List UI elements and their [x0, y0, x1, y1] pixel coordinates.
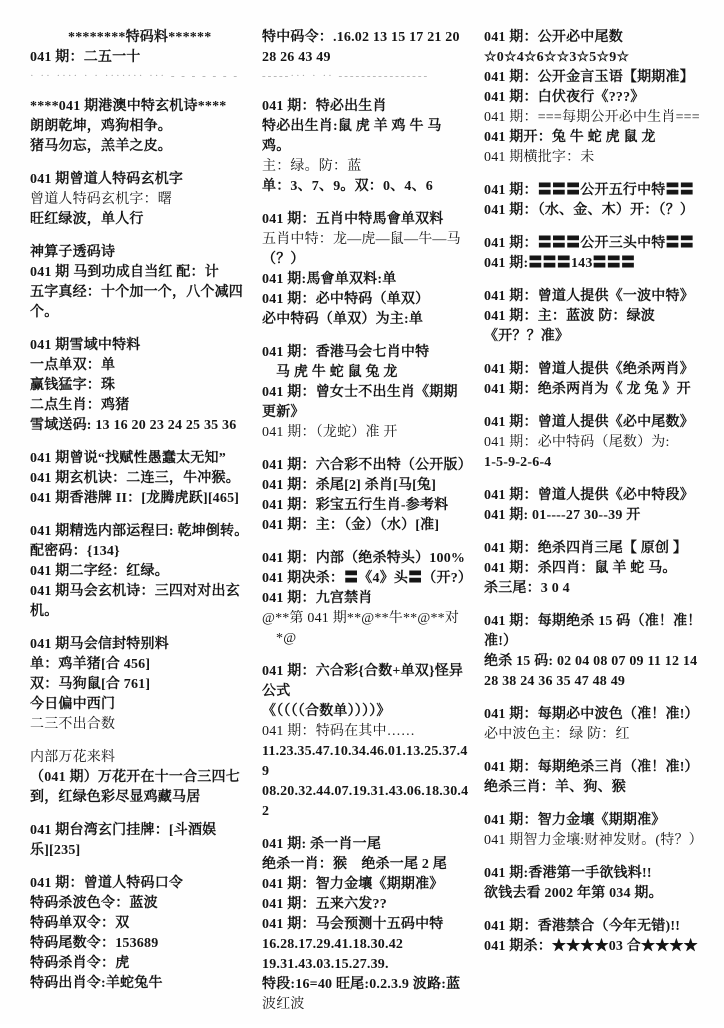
faded-scan-line: -----··· · ·· ----------------: [262, 70, 430, 82]
right-block-1: [484, 181, 720, 221]
text-line: 041 期智力金壤:财神发财。(特？）: [484, 833, 703, 848]
text-line: 041 期：〓〓〓公开三头中特〓〓: [484, 236, 694, 251]
text-line: 9: [262, 764, 270, 779]
text-line: ****041 期港澳中特玄机诗****: [30, 99, 227, 114]
text-line: 041 期：九宫禁肖: [262, 591, 373, 606]
middle-block-2: [262, 210, 480, 330]
right-block-0: [484, 28, 720, 168]
text-line: 041 期：===每期公开必中生肖===: [484, 110, 700, 125]
middle-block-1: [262, 97, 480, 197]
text-line: 特必出生肖:鼠 虎 羊 鸡 牛 马: [262, 119, 442, 134]
left-block-0: [30, 28, 258, 84]
text-line: 11.23.35.47.10.34.46.01.13.25.37.4: [262, 744, 468, 759]
text-line: 特码杀波色令：蓝波: [30, 896, 158, 911]
text-line: *@: [276, 631, 297, 646]
text-line: 1-5-9-2-6-4: [484, 455, 552, 470]
text-line: （？）: [262, 252, 305, 267]
left-block-10: [30, 874, 258, 994]
text-line: 041 期：曾道人提供《必中特段》: [484, 488, 694, 503]
right-block-10: [484, 758, 720, 798]
text-line: 041 期：香港禁合（今年无错)!!: [484, 919, 681, 934]
text-line: 041 期：绝杀四肖三尾【 原创 】: [484, 541, 688, 556]
text-line: 041 期：五肖中特馬會单双料: [262, 212, 444, 227]
text-line: 朗朗乾坤，鸡狗相争。: [30, 119, 172, 134]
text-line: 特码出肖令:羊蛇兔牛: [30, 976, 163, 991]
right-block-7: [484, 539, 720, 599]
text-line: 041 期精选内部运程曰: 乾坤倒转。: [30, 524, 249, 539]
text-line: 二三不出合数: [30, 717, 116, 732]
text-line: 041 期二字经：红绿。: [30, 564, 169, 579]
text-line: 041 期香港牌 II：[龙腾虎跃][465]: [30, 491, 240, 506]
text-line: 041 期：彩宝五行生肖-参考料: [262, 498, 449, 513]
middle-block-6: [262, 662, 480, 822]
middle-block-3: [262, 343, 480, 443]
middle-block-5: [262, 549, 480, 649]
text-line: 16.28.17.29.41.18.30.42: [262, 937, 404, 952]
text-line: 041 期：内部（绝杀特头）100%: [262, 551, 466, 566]
text-line: 041 期：智力金壤《期期准》: [262, 877, 444, 892]
text-line: 041 期：智力金壤《期期准》: [484, 813, 666, 828]
faded-scan-line: · ·· ···· · · ······· ··· - - - - - - -: [30, 70, 239, 82]
text-line: 曾道人特码玄机字：曙: [30, 192, 172, 207]
text-line: 041 期:〓〓〓143〓〓〓: [484, 256, 636, 271]
text-line: 041 期：曾女士不出生肖《期期: [262, 385, 458, 400]
text-line: 041 期：曾道人提供《一波中特》: [484, 289, 694, 304]
text-line: 041 期：五来六发??: [262, 897, 387, 912]
right-block-12: [484, 864, 720, 904]
text-line: 配密码：{134}: [30, 544, 120, 559]
text-line: 041 期杀：★★★★03 合★★★★: [484, 939, 698, 954]
text-line: 041 期：杀四肖：鼠 羊 蛇 马。: [484, 561, 677, 576]
text-line: 内部万花来料: [30, 750, 116, 765]
text-line: 一点单双：单: [30, 358, 116, 373]
left-block-9: [30, 821, 258, 861]
text-line: @**第 041 期**@**牛**@**对: [262, 611, 460, 626]
text-line: 2: [262, 804, 270, 819]
text-line: 08.20.32.44.07.19.31.43.06.18.30.4: [262, 784, 469, 799]
middle-block-0: [262, 28, 480, 84]
text-line: 绝杀三肖：羊、狗、猴: [484, 780, 626, 795]
right-block-8: [484, 612, 720, 692]
text-line: 鸡。: [262, 139, 291, 154]
text-line: 041 期:香港第一手欲钱料!!: [484, 866, 652, 881]
text-line: 041 期：绝杀两肖为《 龙 兔 》开: [484, 382, 691, 397]
text-line: 041 期：每期必中波色（准！准!）: [484, 707, 699, 722]
text-line: 041 期：主：蓝波 防：绿波: [484, 309, 655, 324]
text-line: 28 26 43 49: [262, 50, 331, 65]
text-line: 准!）: [484, 634, 518, 649]
text-line: 041 期：每期绝杀 15 码（准！准！: [484, 614, 702, 629]
right-block-2: [484, 234, 720, 274]
text-line: 041 期：曾道人提供《必中尾数》: [484, 415, 694, 430]
text-line: 041 期：曾道人特码口令: [30, 876, 184, 891]
text-line: 041 期: 杀一肖一尾: [262, 837, 382, 852]
text-line: 041 期：特必出生肖: [262, 99, 387, 114]
text-line: 041 期：每期绝杀三肖（准！准!）: [484, 760, 699, 775]
text-line: 双：马狗鼠[合 761]: [30, 677, 151, 692]
text-line: 《（（（（合数单））））》: [262, 704, 391, 719]
text-line: 041 期：公开必中尾数: [484, 30, 623, 45]
text-line: 今日偏中西门: [30, 697, 116, 712]
column-middle: [262, 28, 480, 1028]
middle-block-7: [262, 835, 480, 1015]
text-line: 28 38 24 36 35 47 48 49: [484, 674, 626, 689]
text-line: 041 期: 01----27 30--39 开: [484, 508, 641, 523]
text-line: 041 期曾道人特码玄机字: [30, 172, 184, 187]
text-line: 五字真经：十个加一个，八个减四: [30, 285, 243, 300]
text-line: ********特码料******: [68, 30, 212, 45]
text-line: 041 期开：兔 牛 蛇 虎 鼠 龙: [484, 130, 656, 145]
text-line: 041 期：（龙蛇）准 开: [262, 425, 398, 440]
left-block-8: [30, 748, 258, 808]
text-line: 公式: [262, 684, 291, 699]
text-line: 19.31.43.03.15.27.39.: [262, 957, 389, 972]
text-line: 机。: [30, 604, 59, 619]
text-line: 041 期 马到功成自当红 配：计: [30, 265, 219, 280]
left-block-1: [30, 97, 258, 157]
left-block-7: [30, 635, 258, 735]
text-line: 特段:16=40 旺尾:0.2.3.9 波路:蓝: [262, 977, 461, 992]
text-line: 特码单双令：双: [30, 916, 130, 931]
right-block-5: [484, 413, 720, 473]
text-line: 更新》: [262, 405, 305, 420]
text-line: 五肖中特：龙—虎—鼠—牛—马: [262, 232, 461, 247]
text-line: 041 期：白伏夜行《???》: [484, 90, 645, 105]
text-line: 绝杀一肖：猴 绝杀一尾 2 尾: [262, 857, 447, 872]
text-line: 《开？？准》: [484, 329, 570, 344]
text-line: 041 期：特码在其中……: [262, 724, 416, 739]
text-line: 欲钱去看 2002 年第 034 期。: [484, 886, 663, 901]
text-line: 041 期马会信封特别料: [30, 637, 169, 652]
right-block-9: [484, 705, 720, 745]
text-line: 041 期：香港马会七肖中特: [262, 345, 430, 360]
middle-block-4: [262, 456, 480, 536]
text-line: 041 期马会玄机诗：三四对对出玄: [30, 584, 240, 599]
text-line: 041 期：必中特码（单双）: [262, 292, 430, 307]
text-line: 041 期曾说“找赋性愚蠢太无知”: [30, 451, 226, 466]
text-line: 波红波: [262, 997, 305, 1012]
right-block-6: [484, 486, 720, 526]
text-line: 041 期：曾道人提供《绝杀两肖》: [484, 362, 694, 377]
text-line: 必中特码（单双）为主:单: [262, 312, 424, 327]
text-line: 必中波色主：绿 防：红: [484, 727, 630, 742]
right-block-3: [484, 287, 720, 347]
text-line: 特码杀肖令：虎: [30, 956, 130, 971]
text-line: 041 期：六合彩{合数+单双}怪异: [262, 664, 464, 679]
text-line: 041 期雪域中特料: [30, 338, 141, 353]
text-line: 041 期：二五一十: [30, 50, 141, 65]
column-left: [30, 28, 258, 1007]
text-line: 主：绿。防：蓝: [262, 159, 362, 174]
text-line: 乐][235]: [30, 843, 81, 858]
left-block-6: [30, 522, 258, 622]
text-line: 041 期：公开金言玉语【期期准】: [484, 70, 694, 85]
text-line: 马 虎 牛 蛇 鼠 兔 龙: [276, 365, 398, 380]
right-block-13: [484, 917, 720, 957]
text-line: 旺红绿波，单人行: [30, 212, 144, 227]
text-line: 神算子透码诗: [30, 245, 116, 260]
text-line: 041 期：必中特码（尾数）为:: [484, 435, 670, 450]
text-line: 雪域送码: 13 16 20 23 24 25 35 36: [30, 418, 237, 433]
text-line: 单：3、7、9。双：0、4、6: [262, 179, 433, 194]
text-line: 猪马勿忘，羔羊之皮。: [30, 139, 172, 154]
text-line: 赢钱猛字：珠: [30, 378, 116, 393]
text-line: 041 期台湾玄门挂牌：[斗酒娱: [30, 823, 217, 838]
text-line: 041 期：六合彩不出特（公开版）: [262, 458, 472, 473]
text-line: 041 期:馬會单双料:单: [262, 272, 397, 287]
text-line: 到，红绿色彩尽显鸡藏马居: [30, 790, 201, 805]
left-block-3: [30, 243, 258, 323]
text-line: 特码尾数令：153689: [30, 936, 159, 951]
text-line: 单：鸡羊猪[合 456]: [30, 657, 151, 672]
left-block-2: [30, 170, 258, 230]
text-line: 041 期决杀：〓《4》头〓（开?）: [262, 571, 473, 586]
text-line: 041 期：（水、金、木）开：（？）: [484, 203, 695, 218]
text-line: ☆0☆4☆6☆☆3☆5☆9☆: [484, 50, 630, 65]
text-line: 041 期：马会预测十五码中特: [262, 917, 444, 932]
right-block-11: [484, 811, 720, 851]
text-line: 杀三尾：3 0 4: [484, 581, 570, 596]
text-line: 个。: [30, 305, 59, 320]
text-line: 041 期：主：（金）（水）[准]: [262, 518, 440, 533]
text-line: 041 期横批字：未: [484, 150, 595, 165]
text-line: （041 期）万花开在十一合三四七: [30, 770, 240, 785]
column-right: [484, 28, 720, 970]
left-block-5: [30, 449, 258, 509]
text-line: 041 期：〓〓〓公开五行中特〓〓: [484, 183, 694, 198]
text-line: 二点生肖：鸡猪: [30, 398, 130, 413]
text-line: 041 期：杀尾[2] 杀肖[马[兔]: [262, 478, 437, 493]
text-line: 特中码令：.16.02 13 15 17 21 20: [262, 30, 460, 45]
text-line: 绝杀 15 码: 02 04 08 07 09 11 12 14: [484, 654, 698, 669]
left-block-4: [30, 336, 258, 436]
right-block-4: [484, 360, 720, 400]
text-line: 041 期玄机诀：二连三，牛冲猴。: [30, 471, 240, 486]
